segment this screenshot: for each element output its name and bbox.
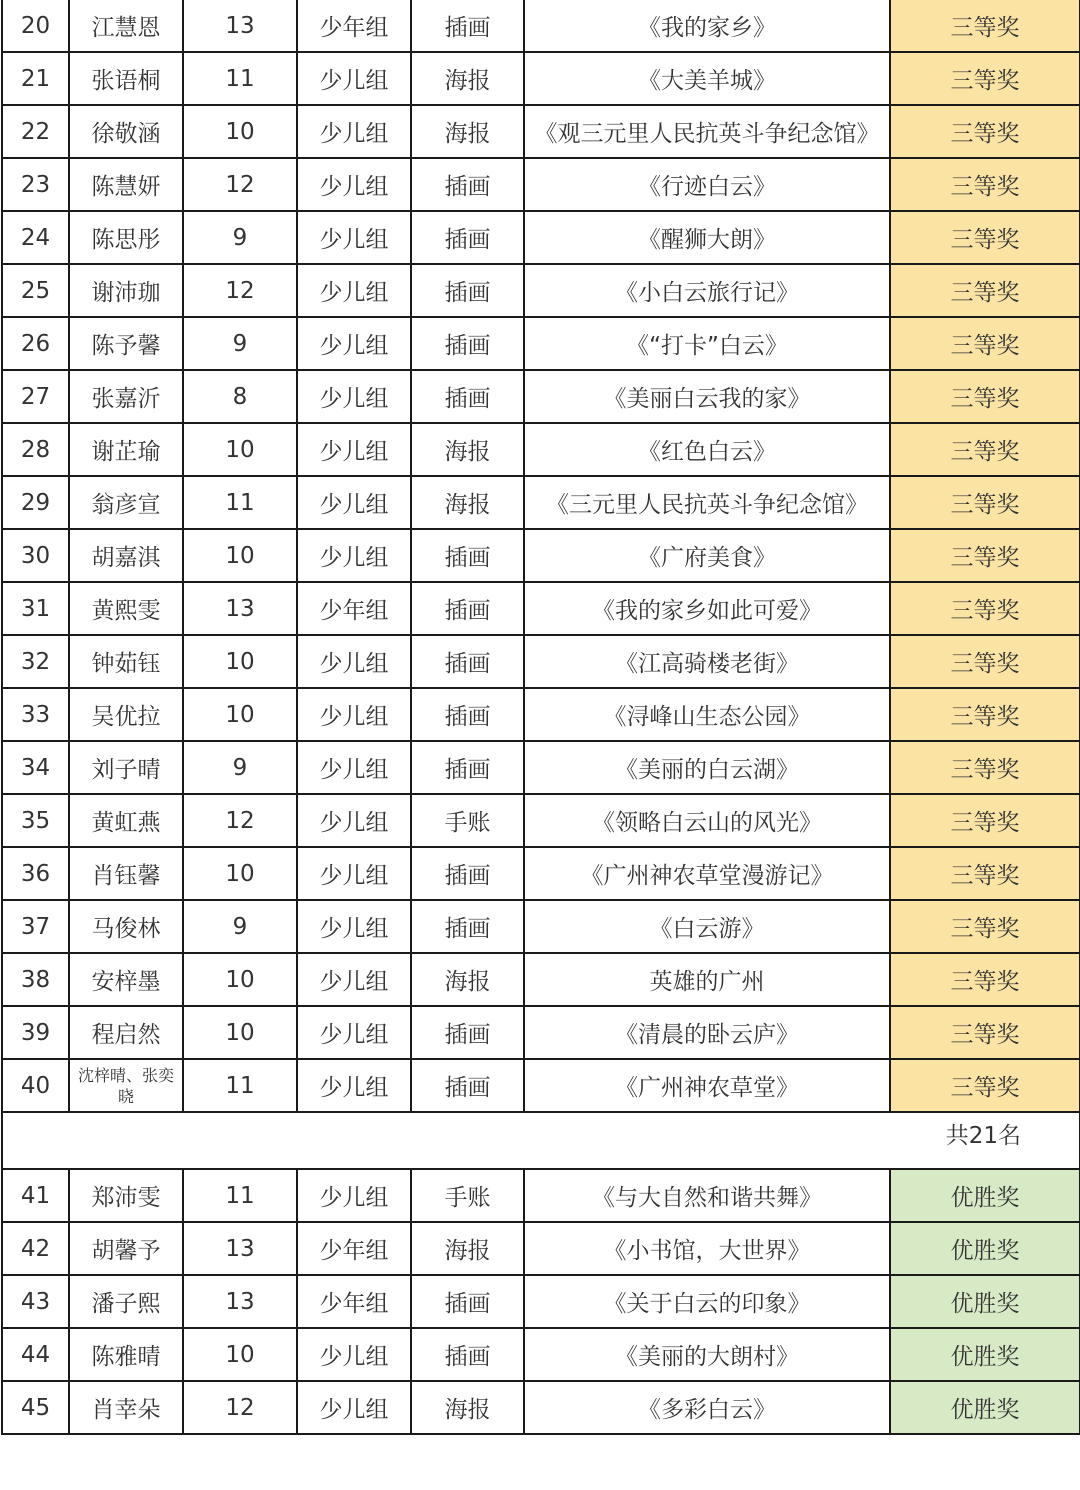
student-name: 肖钰馨 xyxy=(69,847,183,900)
row-number: 27 xyxy=(2,370,69,423)
work-title: 《美丽的白云湖》 xyxy=(524,741,890,794)
row-number: 45 xyxy=(2,1381,69,1434)
age-group: 少年组 xyxy=(297,582,411,635)
work-type: 插画 xyxy=(411,847,524,900)
table-row xyxy=(2,529,1080,582)
award-level: 三等奖 xyxy=(890,211,1080,264)
award-level: 优胜奖 xyxy=(890,1328,1080,1381)
row-number: 43 xyxy=(2,1275,69,1328)
row-number: 38 xyxy=(2,953,69,1006)
age: 13 xyxy=(183,582,297,635)
work-type: 插画 xyxy=(411,158,524,211)
student-name: 沈梓晴、张奕晓 xyxy=(69,1059,183,1112)
student-name: 翁彦宣 xyxy=(69,476,183,529)
work-title: 《小书馆，大世界》 xyxy=(524,1222,890,1275)
award-level: 三等奖 xyxy=(890,423,1080,476)
award-level: 三等奖 xyxy=(890,582,1080,635)
work-type: 插画 xyxy=(411,370,524,423)
student-name: 张语桐 xyxy=(69,52,183,105)
student-name: 张嘉沂 xyxy=(69,370,183,423)
work-title: 《广府美食》 xyxy=(524,529,890,582)
award-level: 优胜奖 xyxy=(890,1275,1080,1328)
student-name: 胡馨予 xyxy=(69,1222,183,1275)
row-number: 32 xyxy=(2,635,69,688)
award-level: 三等奖 xyxy=(890,900,1080,953)
student-name: 安梓墨 xyxy=(69,953,183,1006)
row-number: 37 xyxy=(2,900,69,953)
work-type: 海报 xyxy=(411,1381,524,1434)
work-title: 《多彩白云》 xyxy=(524,1381,890,1434)
age: 12 xyxy=(183,158,297,211)
student-name: 谢沛珈 xyxy=(69,264,183,317)
work-type: 海报 xyxy=(411,52,524,105)
merit-prize-section xyxy=(2,1169,1080,1434)
age-group: 少儿组 xyxy=(297,370,411,423)
student-name: 程启然 xyxy=(69,1006,183,1059)
student-name: 郑沛雯 xyxy=(69,1169,183,1222)
student-name: 谢芷瑜 xyxy=(69,423,183,476)
work-title: 《白云游》 xyxy=(524,900,890,953)
age: 11 xyxy=(183,1169,297,1222)
work-title: 《“打卡”白云》 xyxy=(524,317,890,370)
table-row xyxy=(2,0,1080,52)
table-row xyxy=(2,1328,1080,1381)
table-row xyxy=(2,953,1080,1006)
work-type: 插画 xyxy=(411,317,524,370)
row-number: 36 xyxy=(2,847,69,900)
age: 12 xyxy=(183,794,297,847)
work-type: 海报 xyxy=(411,423,524,476)
work-type: 海报 xyxy=(411,953,524,1006)
work-type: 海报 xyxy=(411,1222,524,1275)
work-title: 《广州神农草堂漫游记》 xyxy=(524,847,890,900)
work-title: 《我的家乡如此可爱》 xyxy=(524,582,890,635)
work-type: 插画 xyxy=(411,1275,524,1328)
award-level: 三等奖 xyxy=(890,635,1080,688)
work-title: 《浔峰山生态公园》 xyxy=(524,688,890,741)
work-title: 《领略白云山的风光》 xyxy=(524,794,890,847)
row-number: 22 xyxy=(2,105,69,158)
age-group: 少儿组 xyxy=(297,1381,411,1434)
student-name: 陈思彤 xyxy=(69,211,183,264)
table-row xyxy=(2,52,1080,105)
work-title: 《大美羊城》 xyxy=(524,52,890,105)
age: 10 xyxy=(183,688,297,741)
row-number: 26 xyxy=(2,317,69,370)
student-name: 陈慧妍 xyxy=(69,158,183,211)
work-type: 插画 xyxy=(411,1059,524,1112)
table-row xyxy=(2,423,1080,476)
table-row xyxy=(2,635,1080,688)
age: 13 xyxy=(183,1275,297,1328)
award-level: 三等奖 xyxy=(890,529,1080,582)
work-type: 手账 xyxy=(411,1169,524,1222)
award-level: 三等奖 xyxy=(890,741,1080,794)
age: 12 xyxy=(183,264,297,317)
award-level: 三等奖 xyxy=(890,688,1080,741)
age: 10 xyxy=(183,423,297,476)
age-group: 少儿组 xyxy=(297,105,411,158)
age-group: 少儿组 xyxy=(297,688,411,741)
age-group: 少儿组 xyxy=(297,953,411,1006)
age: 10 xyxy=(183,105,297,158)
work-title: 《小白云旅行记》 xyxy=(524,264,890,317)
student-name: 黄熙雯 xyxy=(69,582,183,635)
age-group: 少儿组 xyxy=(297,211,411,264)
age: 13 xyxy=(183,0,297,52)
row-number: 25 xyxy=(2,264,69,317)
work-type: 插画 xyxy=(411,0,524,52)
age-group: 少儿组 xyxy=(297,1006,411,1059)
work-type: 插画 xyxy=(411,900,524,953)
table-row xyxy=(2,317,1080,370)
table-row xyxy=(2,1059,1080,1112)
age: 10 xyxy=(183,1328,297,1381)
summary-row xyxy=(2,1112,1080,1169)
student-name: 陈予馨 xyxy=(69,317,183,370)
age-group: 少儿组 xyxy=(297,264,411,317)
age: 9 xyxy=(183,900,297,953)
award-level: 三等奖 xyxy=(890,953,1080,1006)
row-number: 20 xyxy=(2,0,69,52)
student-name: 胡嘉淇 xyxy=(69,529,183,582)
student-name: 徐敬涵 xyxy=(69,105,183,158)
work-title: 《关于白云的印象》 xyxy=(524,1275,890,1328)
age-group: 少儿组 xyxy=(297,476,411,529)
work-type: 海报 xyxy=(411,105,524,158)
table-row xyxy=(2,1275,1080,1328)
award-level: 三等奖 xyxy=(890,105,1080,158)
work-title: 《醒狮大朗》 xyxy=(524,211,890,264)
age-group: 少儿组 xyxy=(297,794,411,847)
work-type: 插画 xyxy=(411,211,524,264)
work-type: 插画 xyxy=(411,264,524,317)
student-name: 刘子晴 xyxy=(69,741,183,794)
work-type: 插画 xyxy=(411,741,524,794)
age-group: 少儿组 xyxy=(297,635,411,688)
table-row xyxy=(2,688,1080,741)
award-level: 三等奖 xyxy=(890,1059,1080,1112)
work-type: 插画 xyxy=(411,635,524,688)
student-name: 马俊林 xyxy=(69,900,183,953)
row-number: 33 xyxy=(2,688,69,741)
table-row xyxy=(2,211,1080,264)
work-type: 手账 xyxy=(411,794,524,847)
award-level: 三等奖 xyxy=(890,158,1080,211)
age: 11 xyxy=(183,1059,297,1112)
award-level: 三等奖 xyxy=(890,1006,1080,1059)
age: 10 xyxy=(183,847,297,900)
student-name: 吴优拉 xyxy=(69,688,183,741)
award-level: 优胜奖 xyxy=(890,1222,1080,1275)
table-row xyxy=(2,1169,1080,1222)
row-number: 24 xyxy=(2,211,69,264)
award-level: 三等奖 xyxy=(890,317,1080,370)
award-level: 三等奖 xyxy=(890,847,1080,900)
age-group: 少儿组 xyxy=(297,52,411,105)
work-type: 插画 xyxy=(411,1328,524,1381)
award-level: 三等奖 xyxy=(890,370,1080,423)
age: 10 xyxy=(183,953,297,1006)
work-title: 英雄的广州 xyxy=(524,953,890,1006)
work-title: 《广州神农草堂》 xyxy=(524,1059,890,1112)
table-row xyxy=(2,847,1080,900)
third-prize-section xyxy=(2,0,1080,1112)
work-title: 《三元里人民抗英斗争纪念馆》 xyxy=(524,476,890,529)
row-number: 21 xyxy=(2,52,69,105)
age-group: 少年组 xyxy=(297,1275,411,1328)
award-level: 三等奖 xyxy=(890,264,1080,317)
work-type: 插画 xyxy=(411,529,524,582)
work-title: 《我的家乡》 xyxy=(524,0,890,52)
work-title: 《行迹白云》 xyxy=(524,158,890,211)
age-group: 少儿组 xyxy=(297,529,411,582)
age-group: 少儿组 xyxy=(297,317,411,370)
age-group: 少年组 xyxy=(297,1222,411,1275)
row-number: 31 xyxy=(2,582,69,635)
age-group: 少儿组 xyxy=(297,158,411,211)
age-group: 少儿组 xyxy=(297,1059,411,1112)
age-group: 少儿组 xyxy=(297,1328,411,1381)
age: 9 xyxy=(183,741,297,794)
age: 9 xyxy=(183,211,297,264)
age: 9 xyxy=(183,317,297,370)
age-group: 少儿组 xyxy=(297,423,411,476)
work-title: 《与大自然和谐共舞》 xyxy=(524,1169,890,1222)
table-row xyxy=(2,158,1080,211)
award-level: 三等奖 xyxy=(890,0,1080,52)
student-name: 陈雅晴 xyxy=(69,1328,183,1381)
student-name: 钟茹钰 xyxy=(69,635,183,688)
table-row xyxy=(2,1006,1080,1059)
table-row xyxy=(2,741,1080,794)
age: 8 xyxy=(183,370,297,423)
row-number: 44 xyxy=(2,1328,69,1381)
work-title: 《江高骑楼老街》 xyxy=(524,635,890,688)
row-number: 30 xyxy=(2,529,69,582)
student-name: 江慧恩 xyxy=(69,0,183,52)
table-row xyxy=(2,794,1080,847)
table-row xyxy=(2,1381,1080,1434)
award-level: 优胜奖 xyxy=(890,1381,1080,1434)
age-group: 少儿组 xyxy=(297,1169,411,1222)
award-level: 三等奖 xyxy=(890,476,1080,529)
work-type: 插画 xyxy=(411,1006,524,1059)
age-group: 少儿组 xyxy=(297,900,411,953)
table-row xyxy=(2,370,1080,423)
total-count: 共21名 xyxy=(2,1112,1080,1169)
age: 11 xyxy=(183,476,297,529)
table-row xyxy=(2,1222,1080,1275)
age: 10 xyxy=(183,635,297,688)
work-type: 海报 xyxy=(411,476,524,529)
work-type: 插画 xyxy=(411,582,524,635)
row-number: 23 xyxy=(2,158,69,211)
age: 11 xyxy=(183,52,297,105)
table-row xyxy=(2,105,1080,158)
student-name: 潘子熙 xyxy=(69,1275,183,1328)
work-type: 插画 xyxy=(411,688,524,741)
table-row xyxy=(2,264,1080,317)
award-level: 三等奖 xyxy=(890,52,1080,105)
row-number: 42 xyxy=(2,1222,69,1275)
row-number: 28 xyxy=(2,423,69,476)
age: 10 xyxy=(183,1006,297,1059)
row-number: 40 xyxy=(2,1059,69,1112)
work-title: 《清晨的卧云庐》 xyxy=(524,1006,890,1059)
age: 10 xyxy=(183,529,297,582)
student-name: 肖幸朵 xyxy=(69,1381,183,1434)
age-group: 少儿组 xyxy=(297,741,411,794)
row-number: 34 xyxy=(2,741,69,794)
age-group: 少年组 xyxy=(297,0,411,52)
row-number: 35 xyxy=(2,794,69,847)
table-row xyxy=(2,900,1080,953)
age-group: 少儿组 xyxy=(297,847,411,900)
award-winners-table xyxy=(1,0,1080,1435)
work-title: 《红色白云》 xyxy=(524,423,890,476)
table-row xyxy=(2,476,1080,529)
table-row xyxy=(2,582,1080,635)
student-name: 黄虹燕 xyxy=(69,794,183,847)
row-number: 41 xyxy=(2,1169,69,1222)
work-title: 《美丽白云我的家》 xyxy=(524,370,890,423)
row-number: 29 xyxy=(2,476,69,529)
award-level: 三等奖 xyxy=(890,794,1080,847)
summary-section xyxy=(2,1112,1080,1169)
work-title: 《观三元里人民抗英斗争纪念馆》 xyxy=(524,105,890,158)
row-number: 39 xyxy=(2,1006,69,1059)
age: 12 xyxy=(183,1381,297,1434)
award-level: 优胜奖 xyxy=(890,1169,1080,1222)
age: 13 xyxy=(183,1222,297,1275)
work-title: 《美丽的大朗村》 xyxy=(524,1328,890,1381)
